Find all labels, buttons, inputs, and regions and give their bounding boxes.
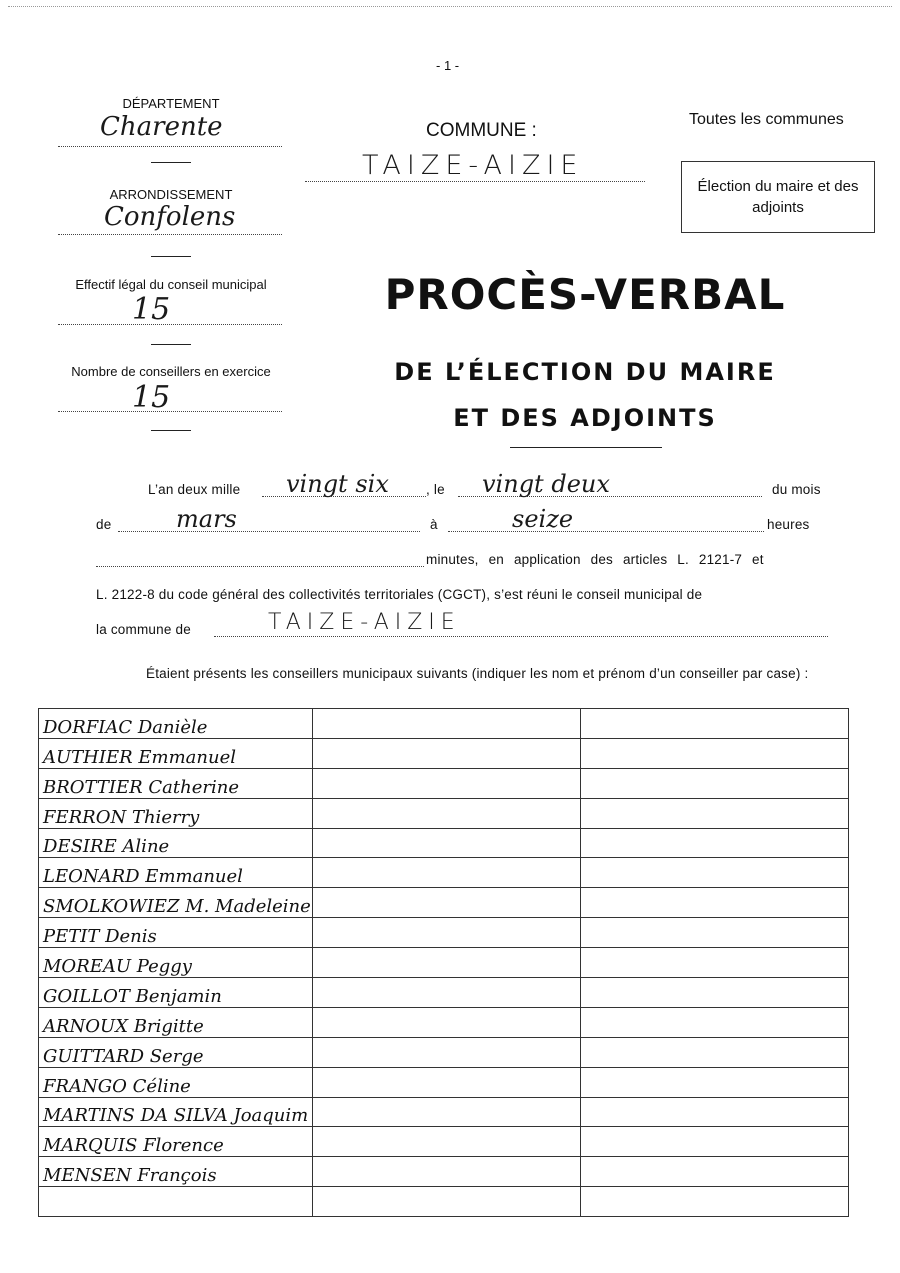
empty-cell xyxy=(312,1157,580,1187)
empty-cell xyxy=(312,709,580,739)
empty-cell xyxy=(580,1097,848,1127)
day-value: vingt deux xyxy=(482,470,610,498)
page-number: - 1 - xyxy=(436,58,460,73)
intro-text-3: du mois xyxy=(772,482,821,497)
hour-value: seize xyxy=(512,505,574,533)
councillor-name: GUITTARD Serge xyxy=(39,1037,313,1067)
intro-text-9: la commune de xyxy=(96,622,191,637)
empty-cell xyxy=(312,1127,580,1157)
table-row xyxy=(39,768,849,798)
empty-cell xyxy=(580,709,848,739)
title-underline xyxy=(510,447,662,448)
empty-cell xyxy=(580,888,848,918)
councillor-name: DORFIAC Danièle xyxy=(39,709,313,739)
table-row xyxy=(39,1067,849,1097)
intro-text-2: , le xyxy=(426,482,445,497)
table-row xyxy=(39,918,849,948)
minutes-line xyxy=(96,566,424,567)
empty-cell xyxy=(39,1187,313,1217)
councillor-name: PETIT Denis xyxy=(39,918,313,948)
councillor-name: MARQUIS Florence xyxy=(39,1127,313,1157)
arrondissement-line xyxy=(58,234,282,235)
election-box xyxy=(681,161,875,233)
empty-cell xyxy=(312,768,580,798)
table-row xyxy=(39,1187,849,1217)
empty-cell xyxy=(580,858,848,888)
page-title: PROCÈS-VERBAL xyxy=(384,270,786,319)
councillor-name: AUTHIER Emmanuel xyxy=(39,738,313,768)
year-value: vingt six xyxy=(286,470,389,498)
subtitle-line-2: ET DES ADJOINTS xyxy=(453,404,717,432)
all-communes-label: Toutes les communes xyxy=(689,111,844,128)
commune-label: COMMUNE : xyxy=(426,120,537,141)
councillor-name: SMOLKOWIEZ M. Madeleine xyxy=(39,888,313,918)
commune-line-2 xyxy=(214,636,828,637)
table-row xyxy=(39,1007,849,1037)
departement-line xyxy=(58,146,282,147)
intro-text-8: L. 2122-8 du code général des collectivités territoriales (CGCT), s’est réuni le conseil municipal de xyxy=(96,587,703,602)
election-box-text: Élection du maire et des adjoints xyxy=(697,178,859,216)
table-row xyxy=(39,1097,849,1127)
councillor-name: LEONARD Emmanuel xyxy=(39,858,313,888)
top-edge-dots xyxy=(8,6,892,7)
empty-cell xyxy=(580,1157,848,1187)
table-row xyxy=(39,738,849,768)
hour-line xyxy=(448,531,764,532)
exercice-value: 15 xyxy=(132,380,171,415)
separator xyxy=(151,344,191,345)
table-row xyxy=(39,798,849,828)
intro-text-7: minutes, en application des articles L. 2121-7 et xyxy=(426,552,764,567)
departement-value: Charente xyxy=(100,112,223,142)
empty-cell xyxy=(312,1037,580,1067)
empty-cell xyxy=(312,1187,580,1217)
empty-cell xyxy=(312,918,580,948)
empty-cell xyxy=(312,888,580,918)
empty-cell xyxy=(312,1067,580,1097)
commune-value-2: TAIZE-AIZIE xyxy=(268,610,461,635)
table-row xyxy=(39,858,849,888)
empty-cell xyxy=(580,1007,848,1037)
month-value: mars xyxy=(176,505,237,533)
empty-cell xyxy=(580,1187,848,1217)
table-row xyxy=(39,978,849,1008)
councillor-name: GOILLOT Benjamin xyxy=(39,978,313,1008)
empty-cell xyxy=(580,918,848,948)
empty-cell xyxy=(580,1067,848,1097)
effectif-label: Effectif légal du conseil municipal xyxy=(75,277,267,292)
intro-text-6: heures xyxy=(767,517,810,532)
empty-cell xyxy=(580,1127,848,1157)
councillor-name: MARTINS DA SILVA Joaquim xyxy=(39,1097,313,1127)
councillor-name: BROTTIER Catherine xyxy=(39,768,313,798)
exercice-label: Nombre de conseillers en exercice xyxy=(71,364,271,379)
presents-intro: Étaient présents les conseillers municipaux suivants (indiquer les nom et prénom d’un conseiller par case) : xyxy=(146,666,809,681)
commune-value: TAIZE-AIZIE xyxy=(362,150,584,181)
empty-cell xyxy=(312,1007,580,1037)
councillor-name: MENSEN François xyxy=(39,1157,313,1187)
table-row xyxy=(39,828,849,858)
empty-cell xyxy=(312,948,580,978)
councillor-name: ARNOUX Brigitte xyxy=(39,1007,313,1037)
empty-cell xyxy=(312,978,580,1008)
empty-cell xyxy=(312,858,580,888)
separator xyxy=(151,256,191,257)
empty-cell xyxy=(580,738,848,768)
intro-text-5: à xyxy=(430,517,438,532)
table-row xyxy=(39,1157,849,1187)
month-line xyxy=(118,531,420,532)
councillors-table xyxy=(38,708,849,1217)
table-row xyxy=(39,1127,849,1157)
empty-cell xyxy=(580,948,848,978)
empty-cell xyxy=(312,1097,580,1127)
table-row xyxy=(39,948,849,978)
empty-cell xyxy=(580,768,848,798)
empty-cell xyxy=(580,1037,848,1067)
table-row xyxy=(39,1037,849,1067)
separator xyxy=(151,162,191,163)
table-row xyxy=(39,709,849,739)
empty-cell xyxy=(312,738,580,768)
subtitle-line-1: DE L’ÉLECTION DU MAIRE xyxy=(394,358,776,386)
departement-label: DÉPARTEMENT xyxy=(122,96,220,111)
table-row xyxy=(39,888,849,918)
intro-text-1: L’an deux mille xyxy=(148,482,241,497)
intro-text-4: de xyxy=(96,517,112,532)
commune-line xyxy=(305,181,645,182)
empty-cell xyxy=(580,828,848,858)
effectif-value: 15 xyxy=(132,292,171,327)
empty-cell xyxy=(580,798,848,828)
empty-cell xyxy=(312,828,580,858)
arrondissement-value: Confolens xyxy=(104,202,236,232)
councillor-name: DESIRE Aline xyxy=(39,828,313,858)
empty-cell xyxy=(312,798,580,828)
arrondissement-label: ARRONDISSEMENT xyxy=(109,187,233,202)
councillor-name: FERRON Thierry xyxy=(39,798,313,828)
separator xyxy=(151,430,191,431)
councillor-name: FRANGO Céline xyxy=(39,1067,313,1097)
empty-cell xyxy=(580,978,848,1008)
councillor-name: MOREAU Peggy xyxy=(39,948,313,978)
